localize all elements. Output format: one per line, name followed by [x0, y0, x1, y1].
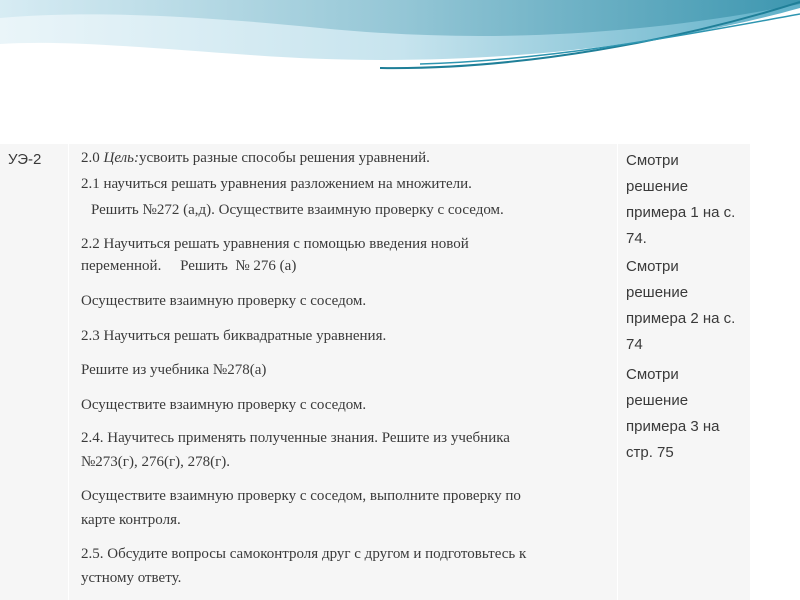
goal-line — [81, 150, 430, 167]
task-line: переменной. Решить № 276 (а) — [81, 258, 297, 274]
hint-note — [626, 362, 750, 466]
hint-line: Смотри — [626, 366, 679, 383]
hint-line: примера 1 на с. — [626, 204, 736, 221]
hint-line: 74. — [626, 230, 647, 247]
hint-line: решение — [626, 178, 689, 195]
task-line: устному ответу. — [81, 570, 182, 586]
task-line: №273(г), 276(г), 278(г). — [81, 454, 230, 470]
task-line: 2.3 Научиться решать биквадратные уравнения. — [81, 328, 387, 344]
hint-line: примера 3 на — [626, 418, 720, 435]
goal-text: усвоить разные способы решения уравнений. — [138, 150, 430, 166]
hint-line: Смотри — [626, 152, 679, 169]
task-line: Осуществите взаимную проверку с соседом, выполните проверку по — [81, 488, 521, 504]
hints-cell — [616, 144, 750, 600]
task-line: Осуществите взаимную проверку с соседом. — [81, 397, 367, 413]
hint-line: 74 — [626, 336, 643, 353]
row-label-cell — [0, 144, 68, 600]
task-line: Решите из учебника №278(а) — [81, 362, 267, 378]
task-line: 2.1 научиться решать уравнения разложением на множители. — [81, 176, 472, 192]
hint-line: Смотри — [626, 258, 679, 275]
hint-line: примера 2 на с. — [626, 310, 736, 327]
wave-header-decoration — [0, 0, 800, 100]
task-line: Решить №272 (а,д). Осуществите взаимную проверку с соседом. — [91, 202, 504, 218]
goal-label: Цель: — [103, 150, 139, 166]
row-label: УЭ-2 — [8, 151, 42, 168]
goal-number: 2.0 — [81, 150, 100, 166]
hint-line: решение — [626, 392, 689, 409]
task-line: 2.5. Обсудите вопросы самоконтроля друг с другом и подготовьтесь к — [81, 546, 527, 562]
hint-line: стр. 75 — [626, 444, 674, 461]
task-line: 2.2 Научиться решать уравнения с помощью введения новой — [81, 236, 469, 252]
content-table — [0, 144, 750, 600]
task-line: карте контроля. — [81, 512, 181, 528]
hint-line: решение — [626, 284, 689, 301]
task-line: Осуществите взаимную проверку с соседом. — [81, 293, 367, 309]
hint-note — [626, 254, 750, 358]
hint-note — [626, 148, 750, 252]
task-cell — [68, 144, 618, 600]
task-line: 2.4. Научитесь применять полученные знания. Решите из учебника — [81, 430, 510, 446]
